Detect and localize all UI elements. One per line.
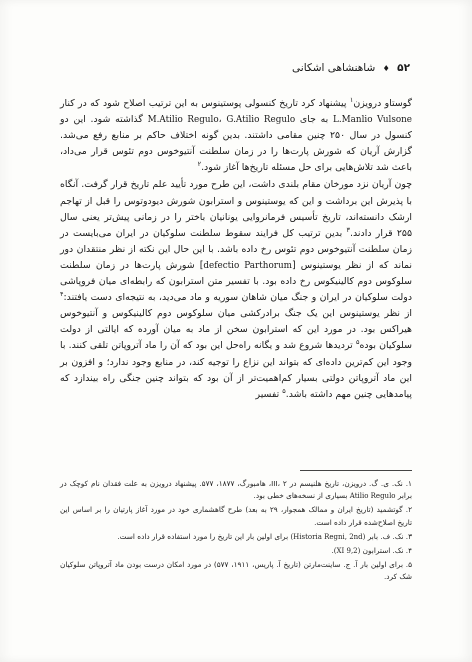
footnote-4 bbox=[60, 545, 412, 557]
latin-title: (Historia Regni, 2nd) bbox=[290, 532, 366, 541]
text-run: گوستاو درویزن bbox=[353, 98, 412, 109]
text-run: از نظر یوستینوس این یک جنگ برادرکشی میان سلوکوس دوم کالینیکوس و آنتیوخوس هیراکس بود. در مورد این که استرابون سخن از ماد به میان آورده که ایالتی از دولت سلوکیان بوده bbox=[60, 308, 412, 352]
latin-term: defectio Parthorum bbox=[203, 260, 292, 271]
text-run: بدین ترتیب کل فرایند سقوط سلطنت سلوکیان در ایران می‌بایست در زمان سلطنت آنتیوخوس دوم تئوس رخ داده باشد. با این حال این نکته از نظر منتقدان دور نماند که از نظر یوستینوس [ bbox=[60, 227, 412, 271]
text-run: پیشنهاد کرد تاریخ کنسولی پوستینوس به این ترتیب اصلاح شود که در کنار bbox=[60, 98, 350, 109]
running-title: شاهنشاهی اشکانی bbox=[292, 62, 376, 74]
text-run: چون آریان نزد مورخان مقام بلندی داشت، این طرح مورد تأیید علم تاریخ قرار گرفت. آنگاه با پذیرش این برداشت و این که یوستینوس و استرابون شورش دیودوتوس را قبل از تهاجم ارشک دانسته‌اند، تاریخ تأسیس فرمانروایی یونانیان باختر را در زمانی پیش‌تر یعنی سال ۲۵۵ قرار دادند. bbox=[60, 179, 412, 239]
footnotes bbox=[60, 478, 412, 586]
footnote-divider bbox=[300, 470, 412, 471]
latin-name: G.Atilio Regulo bbox=[226, 115, 296, 126]
latin-name: M.Atilio Regulo bbox=[147, 115, 219, 126]
footnote-3 bbox=[60, 531, 412, 543]
text-run: ] شورش پارت‌ها در زمان سلطنت سلوکوس دوم کالینیکوس رخ داده بود. با تفسیر متن استرابون که رابطه‌ای میان فروپاشی دولت سلوکیان در ایران و جنگ میان شاهان سوریه و ماد می‌دید، به نتیجه‌ای دست یافتند: bbox=[60, 259, 412, 304]
text-run: گذاشته شود. این دو کنسول در سال ۲۵۰ چنین مقامی داشتند. بدین گونه اختلاف حاکم بر منابع رفع می‌شد. گزارش آریان که شورش پارت‌ها را در زمان سلطنت آنتیوخوس دوم تئوس قرار می‌داد، باعث شد تلاش‌هایی برای حل مسئله تاریخ‌ها آغاز شود. bbox=[60, 114, 412, 174]
latin-name: Atilio Regulo bbox=[349, 492, 396, 501]
latin-citation: (XI 9,2) bbox=[333, 547, 361, 556]
footnote-ref: ۴ bbox=[60, 290, 64, 298]
footnote-ref: ۳ bbox=[346, 225, 351, 234]
footnote-ref: ۱ bbox=[349, 95, 354, 104]
text-run: برای اولین بار این تاریخ را مورد استفاده قرار داده است. bbox=[117, 531, 291, 541]
footnote-ref: ۵ bbox=[355, 338, 360, 347]
footnote-2: ۲. گوتشمید (تاریخ ایران و ممالک همجوار، ۲۹ به بعد) طرح گاهشماری خود در مورد آغاز پارتیان را بر اساس این تاریخ اصلاح‌شده قرار داده است. bbox=[60, 505, 413, 527]
text-run: ، bbox=[218, 114, 227, 126]
main-text bbox=[60, 96, 412, 403]
footnote-ref: ۲ bbox=[197, 160, 202, 169]
paragraph-1 bbox=[60, 96, 412, 176]
text-run: تردیدها شروع شد و یگانه راه‌حل این بود که آن را ماد آتروپاتن تلقی کنند. با وجود این کم‌ترین داده‌ای که بتواند این نزاع را توجیه کند، در منابع وجود ندارد؛ و افزون بر این ماد آتروپاتن دولتی بسیار کم‌اهمیت‌تر از آن بود که بتواند چنین جنگی راه بیندازد که پیامدهایی چنین مهم داشته باشد. bbox=[60, 340, 412, 400]
text-run: . bbox=[331, 546, 334, 556]
running-header bbox=[62, 62, 410, 80]
diamond-separator-icon: ♦ bbox=[382, 64, 390, 73]
page-number: ۵۲ bbox=[397, 62, 410, 74]
text-run: ۱. نک. ی. گ. درویزن، تاریخ هلنیسم در III، ۲، هامبورگ، ۱۸۷۷، ۵۷۷. پیشنهاد درویزن به علت فقدان نام کوچک در برابر bbox=[60, 479, 412, 501]
text-run: ۳. نک. ف. بابر bbox=[365, 531, 412, 541]
text-run: بسیاری از نسخه‌های خطی بود. bbox=[253, 491, 350, 501]
text-run: تفسیر bbox=[255, 388, 283, 400]
text-run: به جای bbox=[295, 114, 334, 126]
text-run: ۴. نک. استرابون bbox=[360, 546, 412, 556]
footnote-1 bbox=[60, 478, 412, 502]
footnote-5: ۵. برای اولین بار آ. ج. ساینت‌مارتن (تاریخ آ. پاریس، ۱۹۱۱، ۵۷۷) در مورد امکان درست بودن ماد آتروپاتن سلوکیان شک کرد. bbox=[60, 560, 412, 582]
latin-name: L.Manlio Vulsone bbox=[333, 115, 412, 126]
footnote-ref: ۵ bbox=[282, 386, 286, 395]
paragraph-2 bbox=[60, 177, 412, 402]
